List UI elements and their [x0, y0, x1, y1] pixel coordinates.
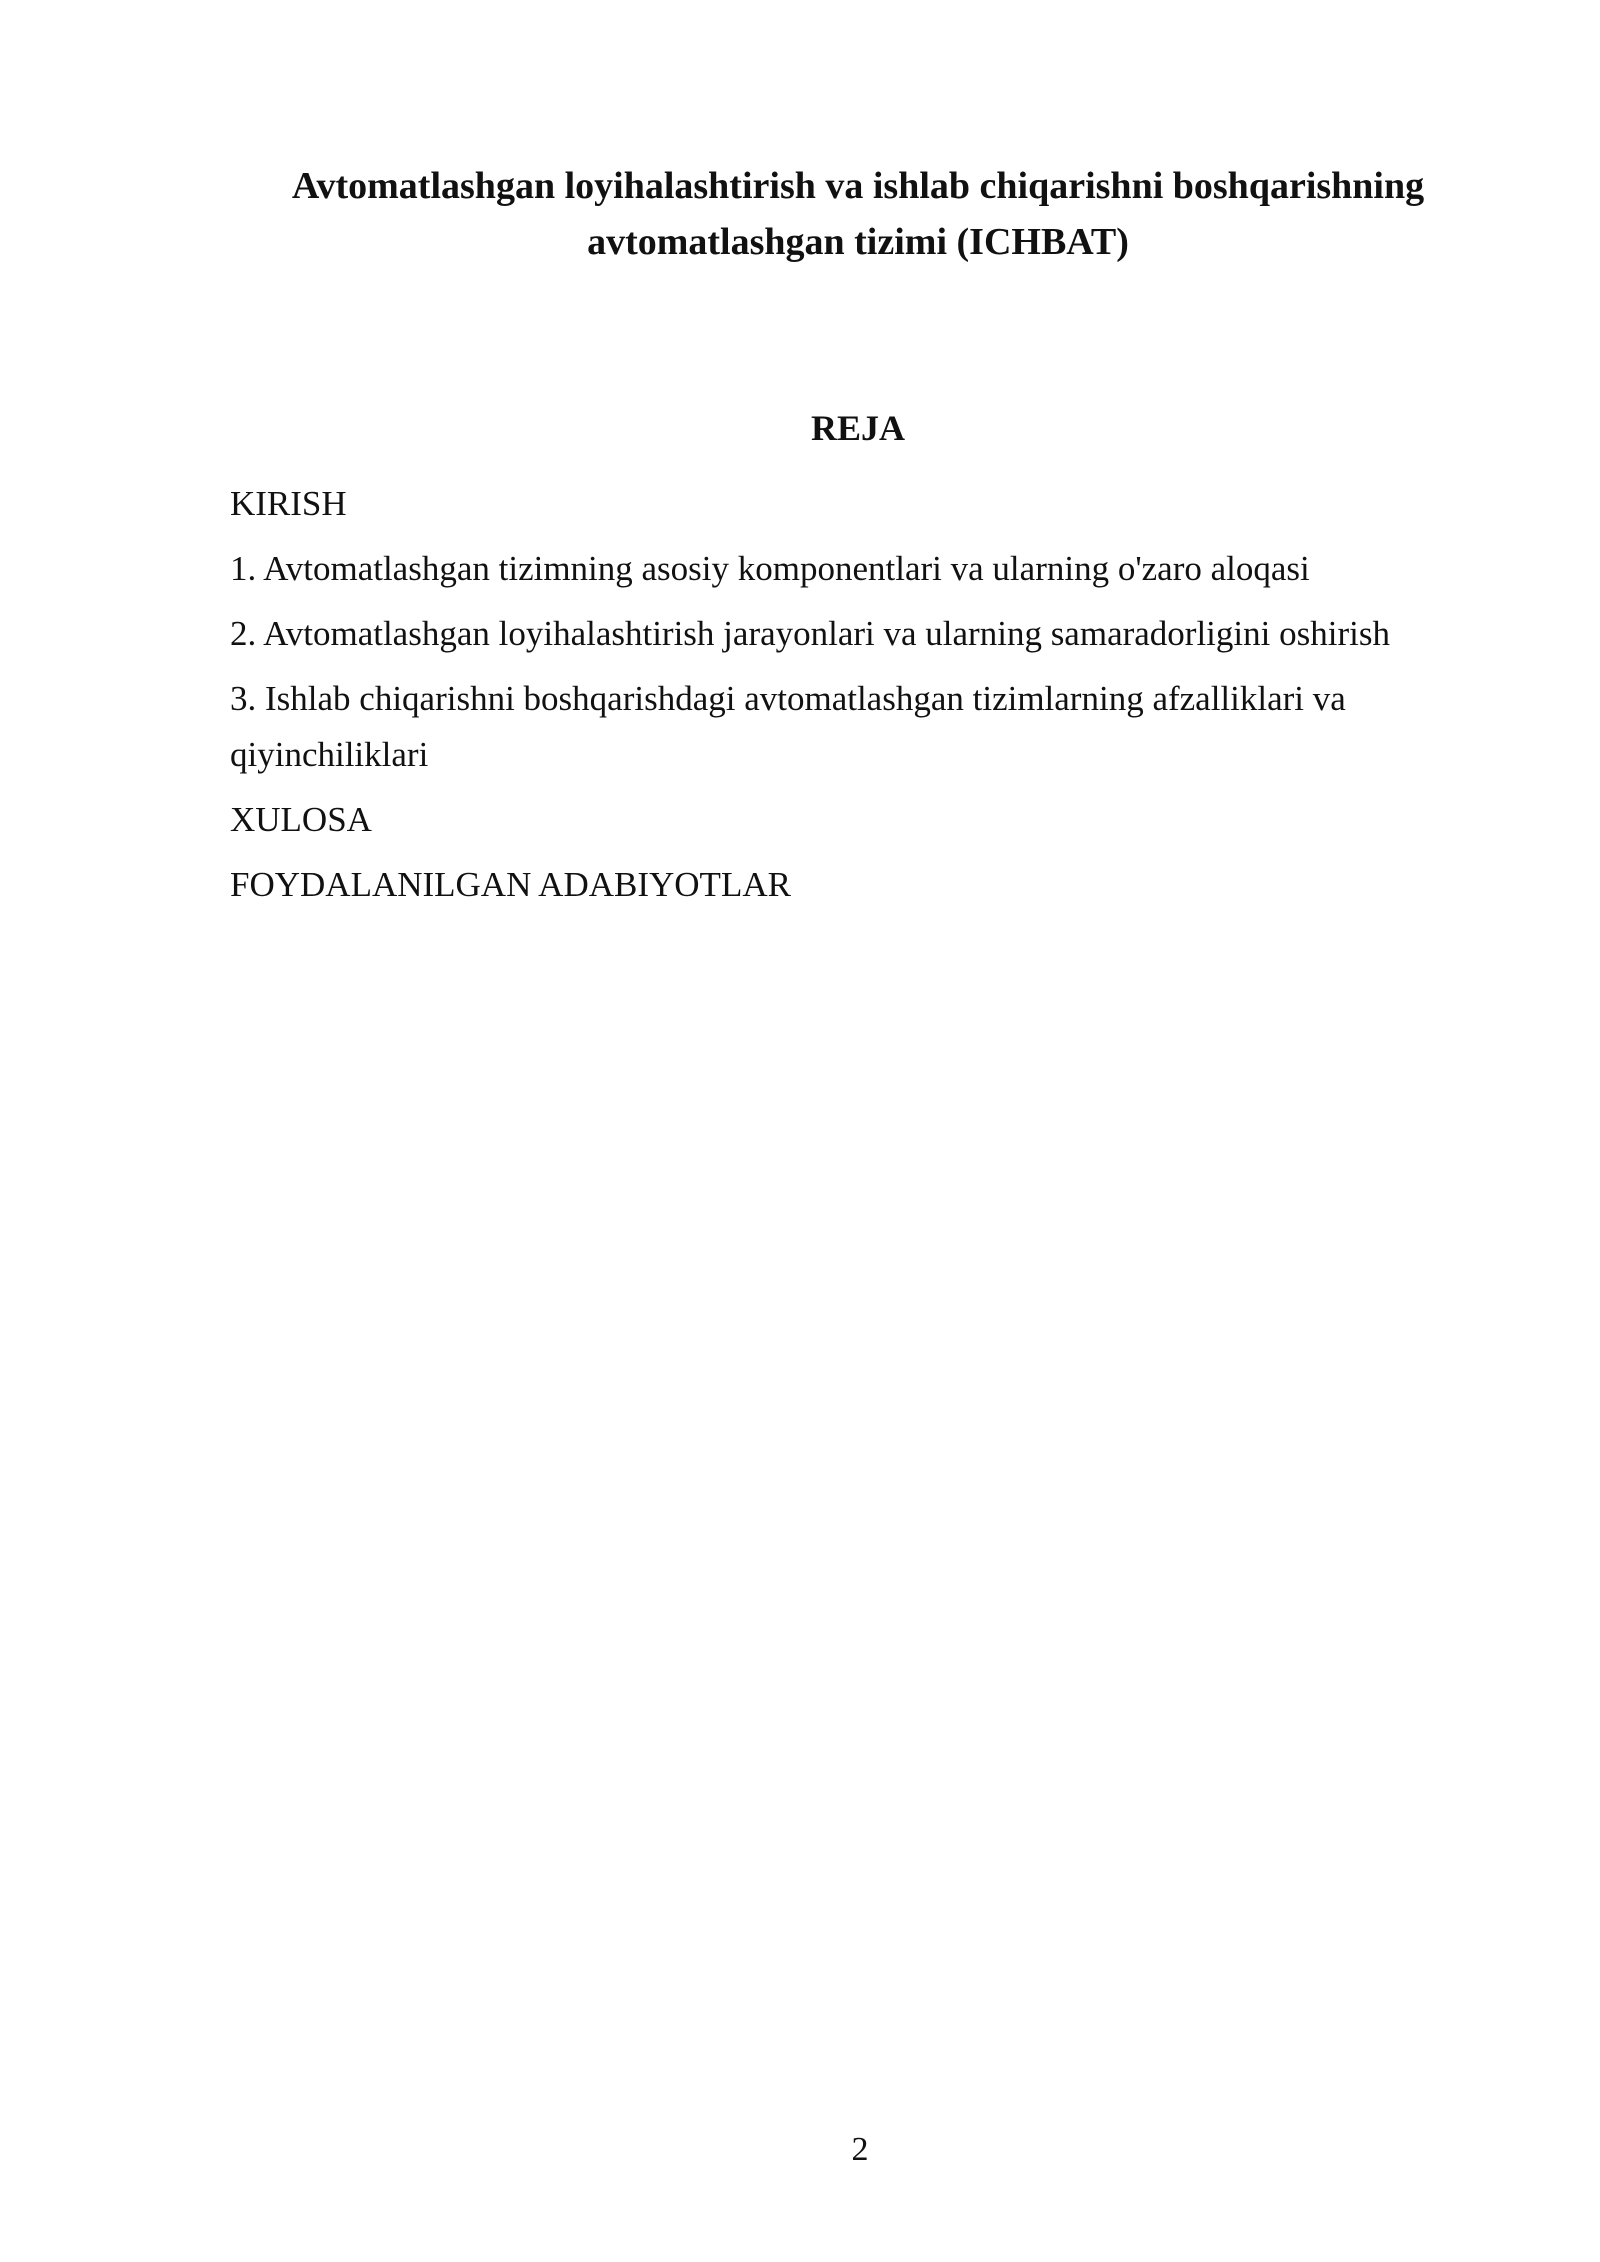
plan-item-conclusion: XULOSA — [230, 800, 372, 839]
page-number: 2 — [851, 2131, 869, 2168]
plan-item-3: 3. Ishlab chiqarishni boshqarishdagi avtomatlashgan tizimlarning afzalliklari va qiyinchiliklari — [230, 679, 1346, 774]
plan-item-1: 1. Avtomatlashgan tizimning asosiy komponentlari va ularning o'zaro aloqasi — [230, 549, 1310, 588]
plan-item-references: FOYDALANILGAN ADABIYOTLAR — [230, 865, 791, 904]
plan-heading: REJA — [810, 408, 905, 448]
plan-item-2: 2. Avtomatlashgan loyihalashtirish jarayonlari va ularning samaradorligini oshirish — [230, 614, 1390, 653]
document-title — [230, 158, 1486, 270]
document-title-line-2: avtomatlashgan tizimi (ICHBAT) — [587, 221, 1129, 263]
plan-item-introduction: KIRISH — [230, 484, 347, 523]
plan-list — [230, 476, 1520, 922]
document-title-line-1: Avtomatlashgan loyihalashtirish va ishlab chiqarishni boshqarishning — [291, 165, 1425, 207]
